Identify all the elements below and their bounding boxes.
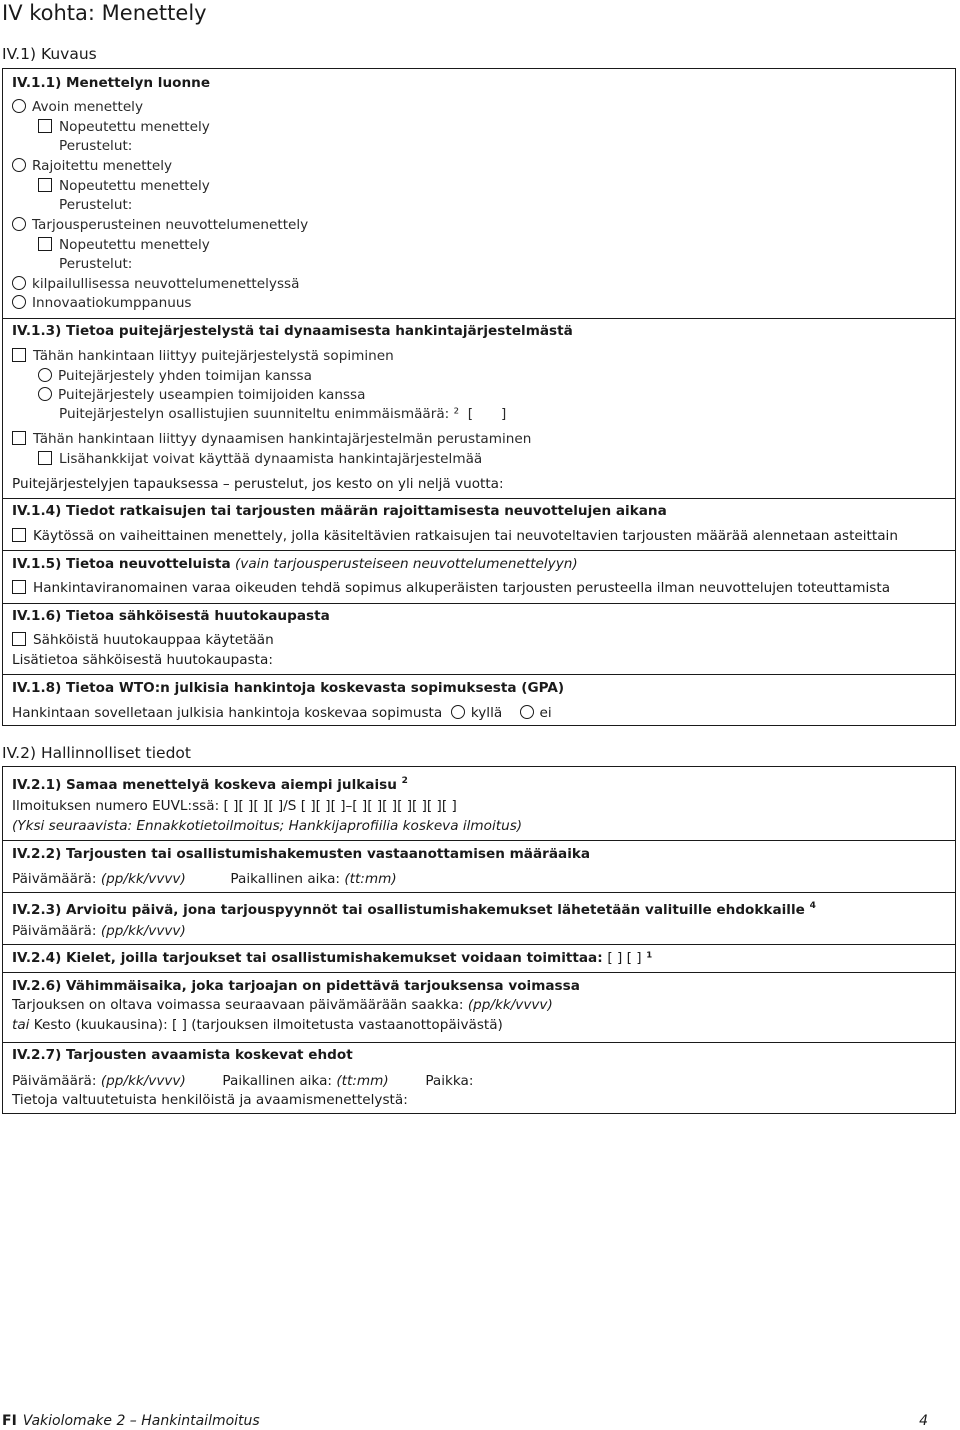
divider	[3, 674, 955, 675]
option-tarjousperusteinen-label: Tarjousperusteinen neuvottelumenettely	[32, 217, 309, 233]
checkbox-icon[interactable]	[38, 178, 52, 192]
option-vaiheittainen[interactable]	[12, 527, 898, 546]
option-ilman-neuvotteluja[interactable]	[12, 579, 890, 598]
checkbox-icon[interactable]	[12, 528, 26, 542]
divider	[3, 944, 955, 945]
euvl-note: (Yksi seuraavista: Ennakkotietoilmoitus; Hankkijaprofiilia koskeva ilmoitus)	[12, 818, 523, 834]
section-title-iv-2: IV.2) Hallinnolliset tiedot	[2, 744, 191, 762]
aika-format[interactable]: (tt:mm)	[344, 871, 397, 887]
option-dynaaminen[interactable]	[12, 430, 531, 449]
checkbox-icon[interactable]	[12, 348, 26, 362]
option-lisahankkijat-label: Lisähankkijat voivat käyttää dynaamista hankintajärjestelmää	[59, 451, 483, 467]
aika-format[interactable]: (tt:mm)	[336, 1073, 389, 1089]
radio-icon[interactable]	[38, 387, 52, 401]
option-nopeutettu-label: Nopeutettu menettely	[59, 119, 210, 135]
enimmaismaara-label: Puitejärjestelyn osallistujien suunniteltu enimmäismäärä:	[59, 406, 450, 422]
checkbox-icon[interactable]	[12, 431, 26, 445]
heading-iv-2-3-title: IV.2.3) Arvioitu päivä, jona tarjouspyynnöt tai osallistumishakemukset lähetetään valituille ehdokkaille	[12, 902, 805, 918]
checkbox-icon[interactable]	[38, 119, 52, 133]
option-rajoitettu-label: Rajoitettu menettely	[32, 158, 173, 174]
kesto-line	[12, 1016, 503, 1035]
option-avoin-label: Avoin menettely	[32, 99, 144, 115]
radio-icon[interactable]	[12, 99, 26, 113]
option-nopeutettu-1[interactable]	[38, 118, 210, 137]
divider	[3, 603, 955, 604]
option-vaiheittainen-label: Käytössä on vaiheittainen menettely, jolla käsiteltävien ratkaisujen tai neuvoteltavien tarjousten määrää alennetaan asteittain	[33, 528, 898, 544]
option-puitejarjestely-label: Tähän hankintaan liittyy puitejärjestelystä sopiminen	[33, 348, 394, 364]
paikka-label: Paikka:	[425, 1073, 474, 1089]
aika-label: Paikallinen aika:	[230, 871, 340, 887]
gpa-line	[12, 704, 552, 723]
divider	[3, 498, 955, 499]
option-innovaatio[interactable]	[12, 294, 192, 313]
valtuutetut-henkilot: Tietoja valtuutetuista henkilöistä ja avaamismenettelystä:	[12, 1092, 408, 1108]
euvl-number-line[interactable]: Ilmoituksen numero EUVL:ssä: [ ][ ][ ][ ]/S [ ][ ][ ]–[ ][ ][ ][ ][ ][ ][ ]	[12, 798, 457, 814]
footnote-ref: ²	[453, 406, 460, 422]
bracket-open: [	[467, 406, 473, 422]
perustelut-3: Perustelut:	[59, 256, 133, 272]
enimmaismaara-line	[59, 405, 506, 424]
option-kilpailullinen-label: kilpailullisessa neuvottelumenettelyssä	[32, 276, 300, 292]
voimassa-line	[12, 996, 553, 1015]
gpa-label: Hankintaan sovelletaan julkisia hankintoja koskevaa sopimusta	[12, 705, 443, 721]
footnote-ref: ¹	[646, 950, 653, 966]
radio-icon[interactable]	[12, 276, 26, 290]
heading-iv-2-1	[12, 772, 408, 795]
heading-iv-1-5-title: IV.1.5) Tietoa neuvotteluista	[12, 556, 231, 572]
option-yksi-toimija[interactable]	[38, 367, 312, 386]
page-title: IV kohta: Menettely	[2, 1, 207, 25]
divider	[3, 550, 955, 551]
option-lisahankkijat[interactable]	[38, 450, 482, 469]
perustelut-2: Perustelut:	[59, 197, 133, 213]
kesto-perustelut: Puitejärjestelyjen tapauksessa – perustelut, jos kesto on yli neljä vuotta:	[12, 476, 504, 492]
option-avoin[interactable]	[12, 98, 143, 117]
paivamaara-label: Päivämäärä:	[12, 871, 97, 887]
option-nopeutettu-label: Nopeutettu menettely	[59, 178, 210, 194]
paivamaara-label: Päivämäärä:	[12, 1073, 97, 1089]
radio-icon[interactable]	[12, 217, 26, 231]
option-rajoitettu[interactable]	[12, 157, 172, 176]
kielet-input[interactable]: [ ] [ ]	[607, 950, 642, 966]
option-nopeutettu-3[interactable]	[38, 236, 210, 255]
heading-iv-1-1: IV.1.1) Menettelyn luonne	[12, 75, 211, 91]
radio-icon[interactable]	[520, 705, 534, 719]
option-nopeutettu-2[interactable]	[38, 177, 210, 196]
heading-iv-2-6: IV.2.6) Vähimmäisaika, joka tarjoajan on pidettävä tarjouksensa voimassa	[12, 978, 580, 994]
aika-label: Paikallinen aika:	[222, 1073, 332, 1089]
page-footer	[2, 1412, 260, 1430]
bracket-close: ]	[501, 406, 507, 422]
heading-iv-1-3: IV.1.3) Tietoa puitejärjestelystä tai dynaamisesta hankintajärjestelmästä	[12, 323, 573, 339]
kesto-kuukausina[interactable]: Kesto (kuukausina): [ ] (tarjouksen ilmoitetusta vastaanottopäivästä)	[33, 1017, 503, 1033]
heading-iv-1-6: IV.1.6) Tietoa sähköisestä huutokaupasta	[12, 608, 330, 624]
checkbox-icon[interactable]	[12, 580, 26, 594]
radio-icon[interactable]	[12, 158, 26, 172]
country-code: FI	[2, 1413, 17, 1429]
section-box-iv-1	[2, 68, 956, 726]
checkbox-icon[interactable]	[38, 451, 52, 465]
section-box-iv-2	[2, 766, 956, 1114]
voimassa-format[interactable]: (pp/kk/vvvv)	[467, 997, 553, 1013]
divider	[3, 840, 955, 841]
lisatieto-huutokauppa: Lisätietoa sähköisestä huutokaupasta:	[12, 652, 273, 668]
option-useat-toimijat[interactable]	[38, 386, 365, 405]
divider	[3, 1042, 955, 1043]
paivamaara-format[interactable]: (pp/kk/vvvv)	[100, 1073, 186, 1089]
option-nopeutettu-label: Nopeutettu menettely	[59, 237, 210, 253]
option-ilman-neuvotteluja-label: Hankintaviranomainen varaa oikeuden tehdä sopimus alkuperäisten tarjousten perusteella ilman neuvottelujen toteuttamista	[33, 580, 891, 596]
divider	[3, 892, 955, 893]
checkbox-icon[interactable]	[12, 632, 26, 646]
option-tarjousperusteinen[interactable]	[12, 216, 308, 235]
gpa-kylla-label: kyllä	[470, 705, 503, 721]
option-kilpailullinen[interactable]	[12, 275, 299, 294]
perustelut-1: Perustelut:	[59, 138, 133, 154]
section-title-iv-1: IV.1) Kuvaus	[2, 45, 97, 63]
checkbox-icon[interactable]	[38, 237, 52, 251]
option-puitejarjestely[interactable]	[12, 347, 394, 366]
heading-iv-2-3	[12, 897, 816, 920]
radio-icon[interactable]	[38, 368, 52, 382]
heading-iv-1-8: IV.1.8) Tietoa WTO:n julkisia hankintoja koskevasta sopimuksesta (GPA)	[12, 680, 565, 696]
maaraaika-line	[12, 870, 397, 889]
paivamaara-format[interactable]: (pp/kk/vvvv)	[100, 871, 186, 887]
option-useat-toimijat-label: Puitejärjestely useampien toimijoiden kanssa	[58, 387, 366, 403]
option-sahkoinen-huutokauppa[interactable]	[12, 631, 274, 650]
divider	[3, 318, 955, 319]
heading-iv-1-4: IV.1.4) Tiedot ratkaisujen tai tarjousten määrän rajoittamisesta neuvottelujen aikana	[12, 503, 667, 519]
heading-iv-2-2: IV.2.2) Tarjousten tai osallistumishakemusten vastaanottamisen määräaika	[12, 846, 591, 862]
option-innovaatio-label: Innovaatiokumppanuus	[32, 295, 192, 311]
option-yksi-toimija-label: Puitejärjestely yhden toimijan kanssa	[58, 368, 312, 384]
page-number: 4	[919, 1413, 928, 1429]
gpa-ei-label: ei	[539, 705, 552, 721]
heading-iv-2-7: IV.2.7) Tarjousten avaamista koskevat ehdot	[12, 1047, 353, 1063]
heading-iv-1-5-note: (vain tarjousperusteiseen neuvottelumenettelyyn)	[235, 556, 578, 572]
heading-iv-2-4	[12, 949, 652, 968]
option-dynaaminen-label: Tähän hankintaan liittyy dynaamisen hankintajärjestelmän perustaminen	[33, 431, 532, 447]
arvioitu-paiva-line	[12, 922, 186, 941]
voimassa-label: Tarjouksen on oltava voimassa seuraavaan päivämäärään saakka:	[12, 997, 464, 1013]
radio-icon[interactable]	[12, 295, 26, 309]
footnote-ref: 4	[809, 901, 816, 911]
paivamaara-label: Päivämäärä:	[12, 923, 97, 939]
heading-iv-2-4-title: IV.2.4) Kielet, joilla tarjoukset tai osallistumishakemukset voidaan toimittaa:	[12, 950, 603, 966]
footnote-ref: 2	[401, 776, 408, 786]
radio-icon[interactable]	[451, 705, 465, 719]
divider	[3, 972, 955, 973]
heading-iv-1-5	[12, 555, 578, 574]
paivamaara-format[interactable]: (pp/kk/vvvv)	[100, 923, 186, 939]
option-sahkoinen-huutokauppa-label: Sähköistä huutokauppaa käytetään	[33, 632, 274, 648]
form-name: Vakiolomake 2 – Hankintailmoitus	[22, 1413, 260, 1429]
heading-iv-2-1-title: IV.2.1) Samaa menettelyä koskeva aiempi julkaisu	[12, 777, 397, 793]
tai-label: tai	[12, 1017, 30, 1033]
avaaminen-line	[12, 1072, 473, 1091]
